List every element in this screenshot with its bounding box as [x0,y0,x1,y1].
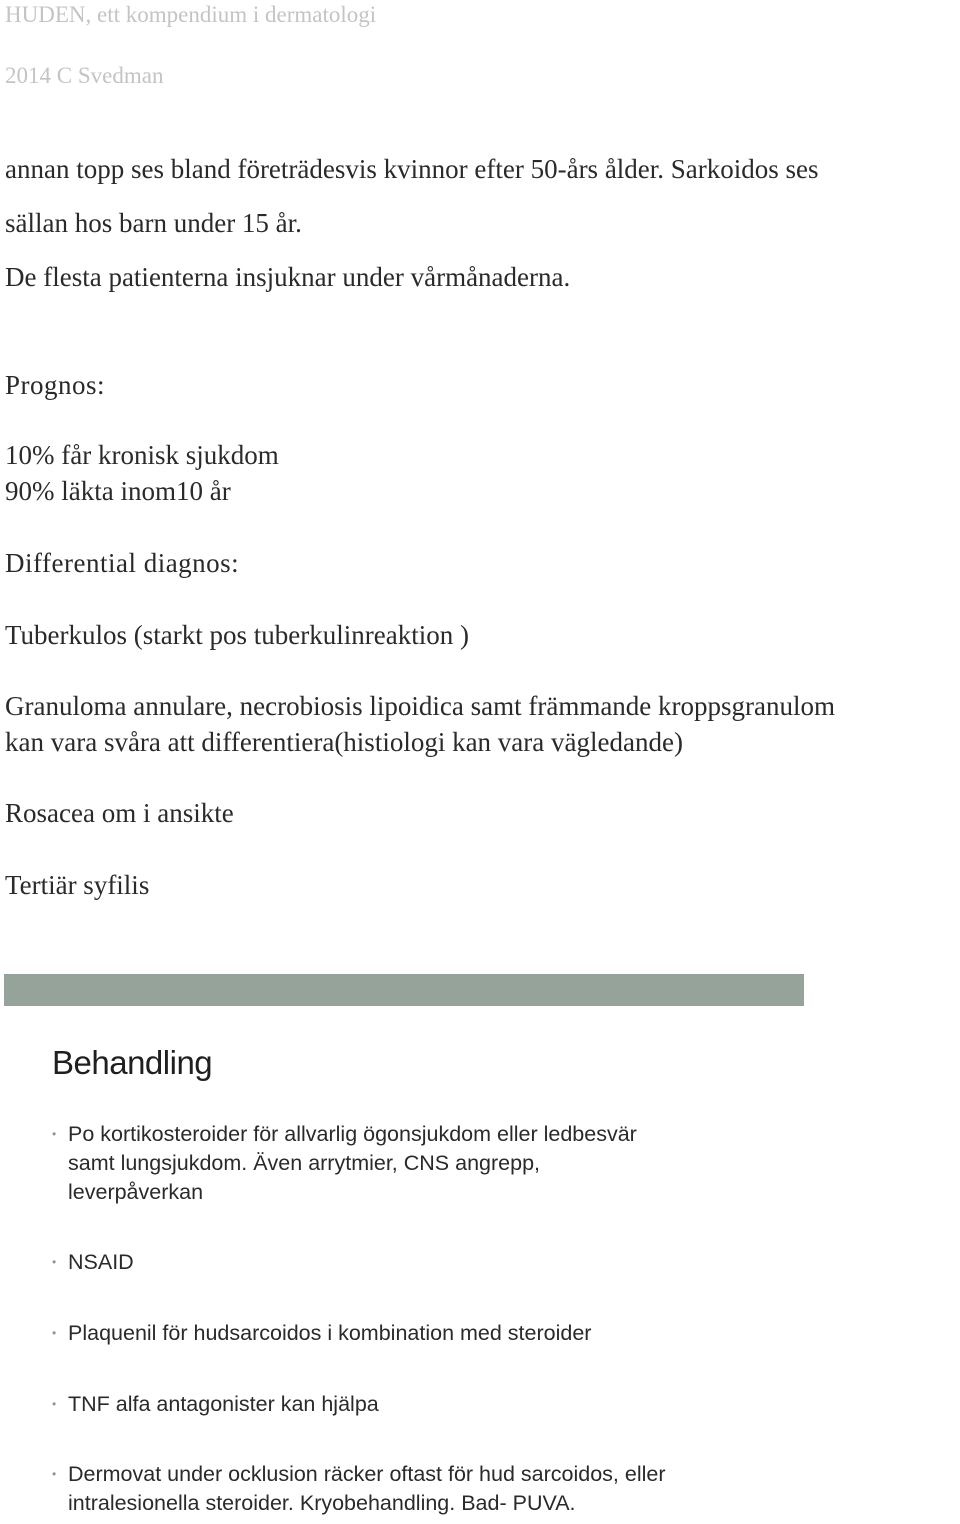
prognos-item: 10% får kronisk sjukdom [5,440,279,470]
bullet-dot-icon: • [52,1397,57,1411]
bullet-dot-icon: • [52,1326,57,1340]
bullet-item [52,1390,772,1419]
differential-item: kan vara svåra att differentiera(histiologi kan vara vägledande) [5,727,683,757]
bullet-item [52,1319,772,1348]
differential-heading: Differential diagnos: [5,548,240,578]
document-title: HUDEN, ett kompendium i dermatologi [5,2,377,27]
bullet-item [52,1460,772,1518]
bullet-text: NSAID [68,1250,134,1274]
bullet-text: TNF alfa antagonister kan hjälpa [68,1392,379,1416]
differential-item: Rosacea om i ansikte [5,798,234,828]
slide-header-bar [4,974,804,1006]
prognos-item: 90% läkta inom10 år [5,476,231,506]
bullet-item [52,1120,772,1207]
slide-title: Behandling [52,1044,213,1081]
bullet-text: samt lungsjukdom. Även arrytmier, CNS angrepp, [68,1151,541,1175]
differential-item: Granuloma annulare, necrobiosis lipoidica samt främmande kroppsgranulom [5,691,836,721]
bullet-text: Dermovat under ocklusion räcker oftast för hud sarcoidos, eller [68,1462,666,1486]
differential-item: Tertiär syfilis [5,870,150,900]
bullet-item [52,1248,772,1277]
bullet-dot-icon: • [52,1255,57,1269]
bullet-text: Po kortikosteroider för allvarlig ögonsjukdom eller ledbesvär [68,1122,637,1146]
body-line: annan topp ses bland företrädesvis kvinnor efter 50-års ålder. Sarkoidos ses [5,154,819,184]
bullet-text: Plaquenil för hudsarcoidos i kombination med steroider [68,1321,592,1345]
document-author: 2014 C Svedman [5,63,164,88]
bullet-text: leverpåverkan [68,1180,204,1204]
body-line: sällan hos barn under 15 år. [5,208,302,238]
bullet-dot-icon: • [52,1127,57,1141]
body-line: De flesta patienterna insjuknar under vårmånaderna. [5,262,571,292]
bullet-dot-icon: • [52,1467,57,1481]
bullet-text: intralesionella steroider. Kryobehandling. Bad- PUVA. [68,1491,576,1515]
differential-item: Tuberkulos (starkt pos tuberkulinreaktion ) [5,620,469,650]
prognos-heading: Prognos: [5,370,106,400]
